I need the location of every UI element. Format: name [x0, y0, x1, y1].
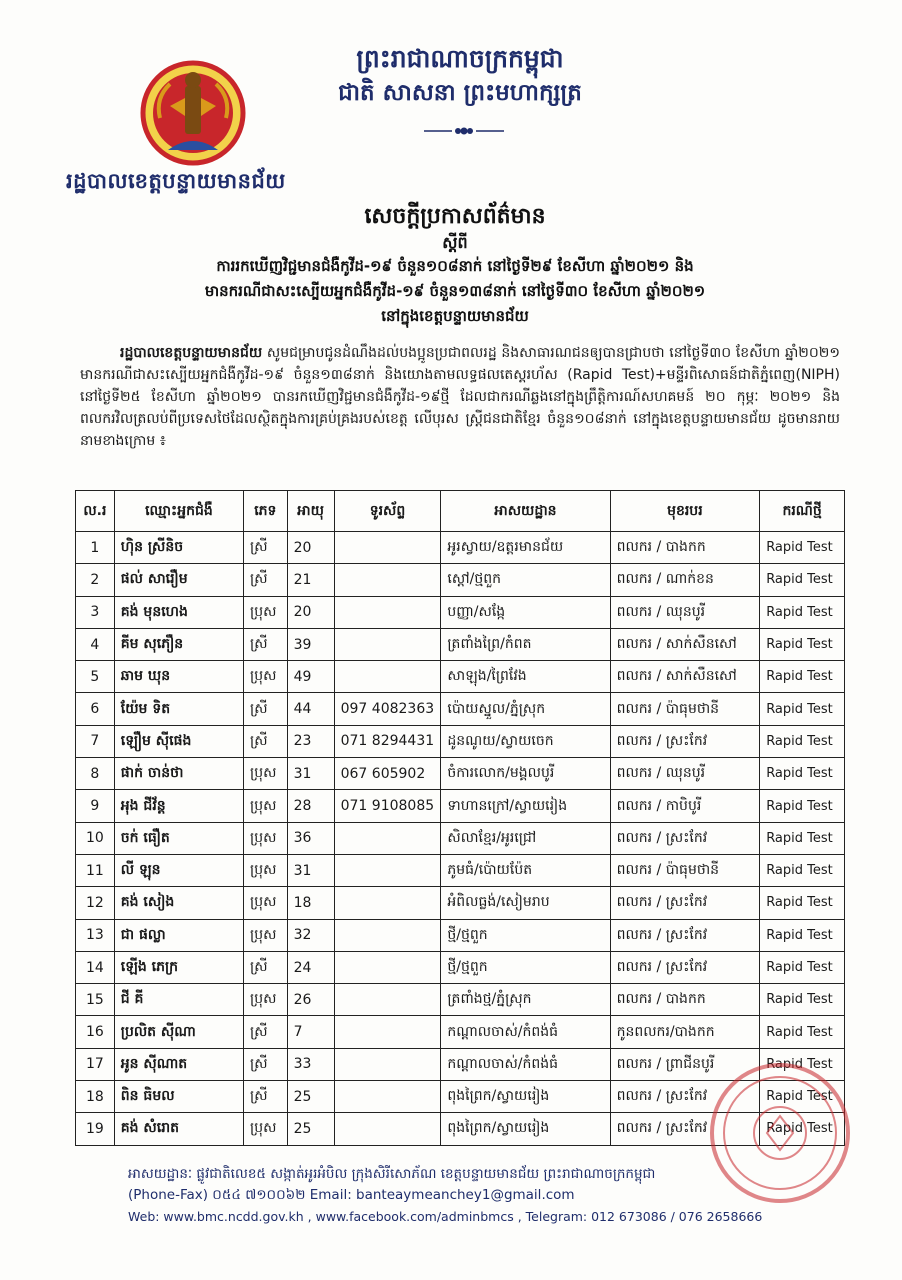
table-row [76, 951, 845, 983]
patient-age: 25 [287, 1081, 334, 1113]
table-row [76, 984, 845, 1016]
patient-address: ថ្មី/ថ្មពួក [441, 919, 610, 951]
row-number: 16 [76, 1016, 115, 1048]
patient-age: 31 [287, 758, 334, 790]
heading-line-1: ការរកឃើញវិជ្ជមានជំងឺកូវីដ-១៩ ចំនួន១០៨នាក់ នៅថ្ងៃទី២៩ ខែសីហា ឆ្នាំ២០២១ និង [216, 257, 694, 275]
patient-phone [334, 1113, 441, 1145]
table-row [76, 564, 845, 596]
patient-sex: ស្រី [244, 532, 288, 564]
header-occupation: មុខរបរ [610, 491, 760, 532]
case-type: Rapid Test [760, 532, 845, 564]
patient-sex: ប្រុស [244, 1113, 288, 1145]
patient-name: គង់ សៀង [114, 887, 243, 919]
case-type: Rapid Test [760, 628, 845, 660]
kingdom-header [250, 42, 670, 110]
patient-phone [334, 1016, 441, 1048]
patient-phone [334, 1081, 441, 1113]
patient-address: កណ្តាលចាស់/កំពង់ធំ [441, 1016, 610, 1048]
table-body [76, 532, 845, 1146]
row-number: 5 [76, 661, 115, 693]
patient-phone: 067 605902 [334, 758, 441, 790]
case-type: Rapid Test [760, 822, 845, 854]
patient-address: ត្រពាំងព្រៃ/កំពត [441, 628, 610, 660]
heading-line-3: នៅក្នុងខេត្តបន្ទាយមានជ័យ [381, 307, 529, 325]
header-age: អាយុ [287, 491, 334, 532]
patient-phone [334, 822, 441, 854]
patient-name: ប្រលិត ស៊ីណា [114, 1016, 243, 1048]
patient-address: ពុងព្រៃក/ស្វាយរៀង [441, 1081, 610, 1113]
table-row [76, 758, 845, 790]
header-no: ល.រ [76, 491, 115, 532]
patient-name: លី ឡុន [114, 854, 243, 886]
patient-address: ភូមធំ/ប៉ោយប៉ែត [441, 854, 610, 886]
patient-age: 20 [287, 532, 334, 564]
patient-name: ជា ផល្លា [114, 919, 243, 951]
patient-address: បញ្ញា/សង្កែ [441, 596, 610, 628]
provincial-emblem-icon [140, 58, 246, 168]
patient-phone: 097 4082363 [334, 693, 441, 725]
patient-name: ជី គី [114, 984, 243, 1016]
patient-name: ពិន ធិមល [114, 1081, 243, 1113]
patient-name: ចក់ ធឿត [114, 822, 243, 854]
announcement-paragraph [80, 342, 840, 452]
patient-age: 33 [287, 1048, 334, 1080]
footer-address: អាសយដ្ឋានៈ ផ្លូវជាតិលេខ៥ សង្កាត់អូរអំបិល ក្រុងសិរីសោភ័ណ ខេត្តបន្ទាយមានជ័យ ព្រះរាជាណាចក្រកម្ពុជា [128, 1166, 656, 1182]
patient-name: ឡើង ភេក្រ [114, 951, 243, 983]
patient-age: 18 [287, 887, 334, 919]
patient-occupation: ពលករ / ណាក់ខន [610, 564, 760, 596]
patient-age: 39 [287, 628, 334, 660]
row-number: 7 [76, 725, 115, 757]
table-row [76, 628, 845, 660]
row-number: 11 [76, 854, 115, 886]
patient-name: គង់ សំរោត [114, 1113, 243, 1145]
case-type: Rapid Test [760, 887, 845, 919]
patient-phone [334, 1048, 441, 1080]
patient-name: ហ៊ិន ស្រីនិច [114, 532, 243, 564]
row-number: 13 [76, 919, 115, 951]
patient-address: ពុងព្រៃក/ស្វាយរៀង [441, 1113, 610, 1145]
patient-address: សាឡុង/ព្រៃវែង [441, 661, 610, 693]
patient-occupation: ពលករ / ឈុនបូរី [610, 596, 760, 628]
table-row [76, 1016, 845, 1048]
table-row [76, 919, 845, 951]
case-type: Rapid Test [760, 919, 845, 951]
patient-name: ផល់ សារឿម [114, 564, 243, 596]
row-number: 2 [76, 564, 115, 596]
patient-age: 32 [287, 919, 334, 951]
case-type: Rapid Test [760, 564, 845, 596]
nation-religion-king: ជាតិ សាសនា ព្រះមហាក្សត្រ [338, 80, 582, 106]
patient-occupation: ពលករ / ស្រះកែវ [610, 822, 760, 854]
official-red-stamp-icon [705, 1058, 855, 1208]
row-number: 8 [76, 758, 115, 790]
patient-address: ត្រពាំងថ្ម/ភ្នំស្រុក [441, 984, 610, 1016]
patient-sex: ស្រី [244, 1081, 288, 1113]
patient-sex: ប្រុស [244, 822, 288, 854]
patient-address: ស្តៅ/ថ្មពួក [441, 564, 610, 596]
patient-occupation: ពលករ / ស្រះកែវ [610, 887, 760, 919]
patient-address: ថ្មី/ថ្មពួក [441, 951, 610, 983]
patient-occupation: ពលករ / បាងកក [610, 984, 760, 1016]
patient-occupation: ពលករ / ឈុនបូរី [610, 758, 760, 790]
patient-sex: ប្រុស [244, 661, 288, 693]
row-number: 18 [76, 1081, 115, 1113]
patient-sex: ប្រុស [244, 887, 288, 919]
case-type: Rapid Test [760, 984, 845, 1016]
patient-address: ចំការលោក/មង្គលបូរី [441, 758, 610, 790]
paragraph-lead: រដ្ឋបាលខេត្តបន្ទាយមានជ័យ [120, 345, 263, 361]
document-heading [60, 202, 850, 329]
table-row [76, 790, 845, 822]
table-row [76, 596, 845, 628]
patient-address: ដូនណូយ/ស្វាយចេក [441, 725, 610, 757]
patient-occupation: ពលករ / ប៉ាធុមថានី [610, 693, 760, 725]
patient-address: ទាហានក្រៅ/ស្វាយរៀង [441, 790, 610, 822]
patient-occupation: ពលករ / សាក់សឺនសៅ [610, 661, 760, 693]
row-number: 9 [76, 790, 115, 822]
patient-occupation: ពលករ / ព្រាជីនបូរី [610, 1048, 760, 1080]
patient-age: 26 [287, 984, 334, 1016]
patient-phone [334, 854, 441, 886]
patient-address: អំពិលធ្លង់/សៀមរាប [441, 887, 610, 919]
patient-occupation: ពលករ / ប៉ាធុមថានី [610, 854, 760, 886]
patient-age: 36 [287, 822, 334, 854]
patient-occupation: ពលករ / ស្រះកែវ [610, 1113, 760, 1145]
table-row [76, 661, 845, 693]
patient-occupation: ពលករ / ស្រះកែវ [610, 1081, 760, 1113]
patient-sex: ប្រុស [244, 854, 288, 886]
case-type: Rapid Test [760, 596, 845, 628]
case-type: Rapid Test [760, 854, 845, 886]
patient-age: 28 [287, 790, 334, 822]
kingdom-title: ព្រះរាជាណាចក្រកម្ពុជា [356, 44, 564, 73]
row-number: 6 [76, 693, 115, 725]
patient-name: អូន ស៊ីណាត [114, 1048, 243, 1080]
patient-sex: ប្រុស [244, 790, 288, 822]
case-type: Rapid Test [760, 1048, 845, 1080]
patient-sex: ប្រុស [244, 596, 288, 628]
patient-sex: ស្រី [244, 1016, 288, 1048]
patient-sex: ស្រី [244, 951, 288, 983]
patient-phone [334, 984, 441, 1016]
row-number: 3 [76, 596, 115, 628]
paragraph-body: សូមជម្រាបជូនដំណឹងដល់បងប្អូនប្រជាពលរដ្ឋ និងសាធារណជនឲ្យបានជ្រាបថា នៅថ្ងៃទី៣០ ខែសីហា ឆ្នាំ២០២១ មានករណីជាសះស្បើយអ្នកជំងឺកូវីដ-១៩ ចំនួន១៣៨នាក់ និងយោងតាមលទ្ធផលតេស្តរហ័ស (Rapid Test)+មន្ទីរពិសោធន៍ជាតិភ្នំពេញ(NIPH) នៅថ្ងៃទី២៥ ខែសីហា ឆ្នាំ២០២១ បានរកឃើញវិជ្ជមានជំងឺកូវីដ-១៩ថ្មី ដែលជាករណីឆ្លងនៅក្នុងព្រឹត្តិការណ៍សហគមន៍ ២០ កុម្ភៈ ២០២១ និងពលករវិលត្រលប់ពីប្រទេសថៃដែលស្ថិតក្នុងការគ្រប់គ្រងរបស់ខេត្ត លើបុរស ស្ត្រីជនជាតិខ្មែរ ចំនួន១០៨នាក់ នៅក្នុងខេត្តបន្ទាយមានជ័យ ដូចមានរាយនាមខាងក្រោម ៖ [80, 345, 840, 449]
case-type: Rapid Test [760, 1016, 845, 1048]
header-phone: ទូរស័ព្ទ [334, 491, 441, 532]
table-row [76, 532, 845, 564]
patient-phone [334, 951, 441, 983]
table-row [76, 693, 845, 725]
patient-phone [334, 564, 441, 596]
patient-sex: ស្រី [244, 564, 288, 596]
patient-address: កណ្តាលចាស់/កំពង់ធំ [441, 1048, 610, 1080]
patient-age: 23 [287, 725, 334, 757]
patient-name: ឡឿម ស៊ីផេង [114, 725, 243, 757]
patient-phone [334, 887, 441, 919]
patient-occupation: ពលករ / ស្រះកែវ [610, 951, 760, 983]
patient-phone: 071 8294431 [334, 725, 441, 757]
table-row [76, 854, 845, 886]
patient-sex: ប្រុស [244, 758, 288, 790]
patient-sex: ប្រុស [244, 984, 288, 1016]
patient-address: អូរស្វាយ/ឧត្តរមានជ័យ [441, 532, 610, 564]
patient-age: 31 [287, 854, 334, 886]
patient-name: គង់ មុនហេង [114, 596, 243, 628]
patient-age: 25 [287, 1113, 334, 1145]
patient-name: អុង ជីវ័ន្ត [114, 790, 243, 822]
case-type: Rapid Test [760, 661, 845, 693]
row-number: 10 [76, 822, 115, 854]
patient-sex: ស្រី [244, 628, 288, 660]
patient-phone [334, 919, 441, 951]
province-administration-label: រដ្ឋបាលខេត្តបន្ទាយមានជ័យ [66, 169, 286, 193]
patient-name: យ៉ែម ទិត [114, 693, 243, 725]
footer-phone-email: (Phone-Fax) ០៥៤ ៧១០០៦២ Email: banteaymeanchey1@gmail.com [128, 1187, 575, 1203]
case-type: Rapid Test [760, 693, 845, 725]
header-sex: ភេទ [244, 491, 288, 532]
patient-address: សិលាខ្មែរ/អូរជ្រៅ [441, 822, 610, 854]
header-name: ឈ្មោះអ្នកជំងឺ [114, 491, 243, 532]
ornament-divider-icon [424, 124, 504, 138]
case-type: Rapid Test [760, 790, 845, 822]
patient-age: 49 [287, 661, 334, 693]
patient-phone [334, 661, 441, 693]
patient-occupation: ពលករ / ស្រះកែវ [610, 725, 760, 757]
footer-web-links: Web: www.bmc.ncdd.gov.kh , www.facebook.com/adminbmcs , Telegram: 012 673086 / 076 2658666 [128, 1209, 763, 1224]
case-type: Rapid Test [760, 1113, 845, 1145]
patient-sex: ស្រី [244, 1048, 288, 1080]
patient-sex: ស្រី [244, 693, 288, 725]
case-type: Rapid Test [760, 725, 845, 757]
row-number: 19 [76, 1113, 115, 1145]
table-row [76, 822, 845, 854]
header-address: អាសយដ្ឋាន [441, 491, 610, 532]
patient-occupation: ពលករ / កាបិបូរី [610, 790, 760, 822]
case-type: Rapid Test [760, 758, 845, 790]
case-type: Rapid Test [760, 951, 845, 983]
patient-age: 20 [287, 596, 334, 628]
patient-phone [334, 628, 441, 660]
row-number: 4 [76, 628, 115, 660]
patient-name: ផាក់ ចាន់ថា [114, 758, 243, 790]
patient-age: 44 [287, 693, 334, 725]
table-header-row [76, 491, 845, 532]
patient-phone [334, 596, 441, 628]
patient-phone [334, 532, 441, 564]
row-number: 1 [76, 532, 115, 564]
patient-occupation: កូនពលករ/បាងកក [610, 1016, 760, 1048]
patient-age: 24 [287, 951, 334, 983]
patient-name: ឆាម ឃុន [114, 661, 243, 693]
patient-table [75, 490, 845, 1146]
patient-name: គីម សុភឿន [114, 628, 243, 660]
table-row [76, 725, 845, 757]
patient-age: 7 [287, 1016, 334, 1048]
document-subtitle: ស្តីពី [442, 233, 468, 252]
document-title: សេចក្តីប្រកាសព័ត៌មាន [364, 204, 546, 229]
patient-phone: 071 9108085 [334, 790, 441, 822]
patient-age: 21 [287, 564, 334, 596]
patient-address: ប៉ោយស្នួល/ភ្នំស្រុក [441, 693, 610, 725]
heading-line-2: មានករណីជាសះស្បើយអ្នកជំងឺកូវីដ-១៩ ចំនួន១៣៨នាក់ នៅថ្ងៃទី៣០ ខែសីហា ឆ្នាំ២០២១ [204, 282, 706, 300]
patient-sex: ប្រុស [244, 919, 288, 951]
header-new-case: ករណីថ្មី [760, 491, 845, 532]
table-row [76, 887, 845, 919]
patient-sex: ស្រី [244, 725, 288, 757]
patient-occupation: ពលករ / បាងកក [610, 532, 760, 564]
row-number: 17 [76, 1048, 115, 1080]
row-number: 15 [76, 984, 115, 1016]
case-type: Rapid Test [760, 1081, 845, 1113]
row-number: 14 [76, 951, 115, 983]
patient-occupation: ពលករ / ស្រះកែវ [610, 919, 760, 951]
row-number: 12 [76, 887, 115, 919]
patient-occupation: ពលករ / សាក់សឺនសៅ [610, 628, 760, 660]
